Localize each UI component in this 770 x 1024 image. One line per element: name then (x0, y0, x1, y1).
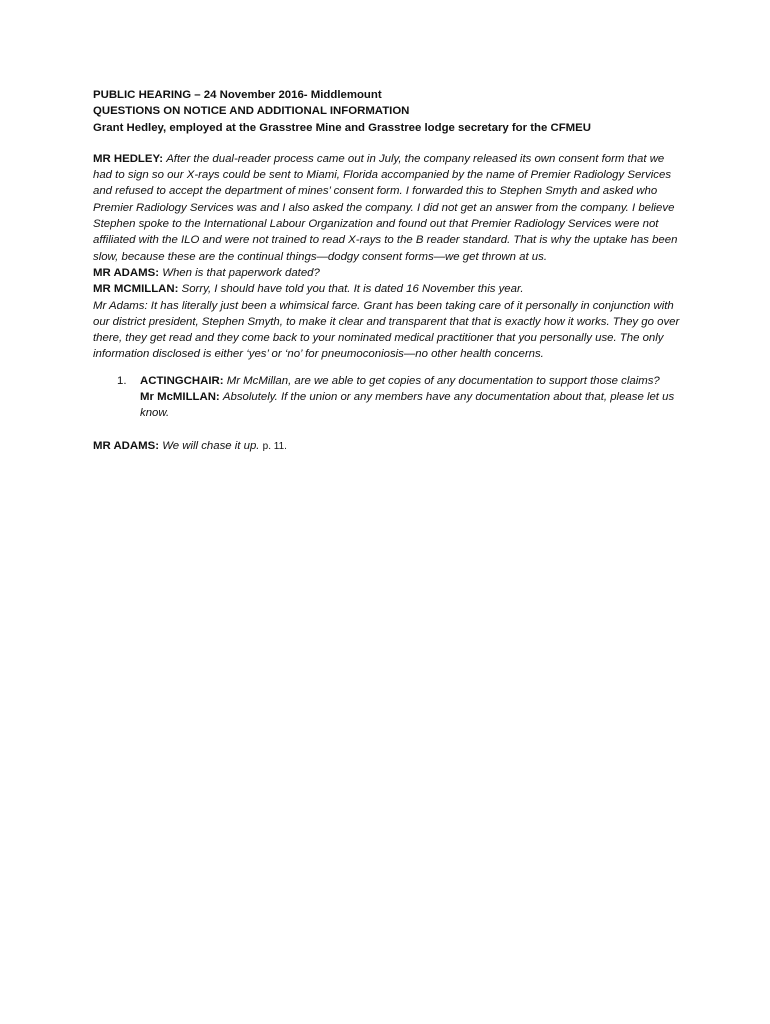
chair-question-text: Mr McMillan, are we able to get copies of any documentation to support those claims? (226, 374, 660, 387)
mcmillan-reply (140, 389, 683, 422)
page-reference: p. 11. (262, 440, 287, 452)
list-number: 1. (117, 374, 127, 387)
hedley-text: After the dual-reader process came out in July, the company released its own consent form that we had to sign so our X-rays could be sent to Miami, Florida accompanied by the name of Premier Radiology Services and refused to accept the department of mines’ consent form. I forwarded this to Stephen Smyth and asked who Premier Radiology Services was and I also asked the company. I did not get an answer from the company. I believe Stephen spoke to the International Labour Organization and found out that Premier Radiology Services were not affiliated with the ILO and were not trained to read X-rays to the B reader standard. That is why the uptake has been slow, because these are the continual things—dodgy consent forms—we get thrown at us. (93, 152, 678, 263)
mcmillan-answer-text: Sorry, I should have told you that. It is dated 16 November this year. (181, 283, 524, 296)
speaker-adams: MR ADAMS: (93, 266, 160, 279)
hedley-statement (93, 151, 683, 265)
adams-closing-text: We will chase it up. (162, 439, 260, 452)
adams-question-text: When is that paperwork dated? (162, 266, 320, 279)
hearing-title: PUBLIC HEARING – 24 November 2016- Middlemount (93, 89, 382, 101)
chair-question (140, 373, 683, 389)
speaker-mcmillan-reply: Mr McMILLAN: (140, 391, 220, 404)
speaker-hedley: MR HEDLEY: (93, 152, 164, 165)
mcmillan-answer (93, 281, 683, 297)
spacer (93, 136, 683, 151)
mcmillan-reply-text: Absolutely. If the union or any members have any documentation about that, please let us know. (140, 391, 675, 420)
speaker-mcmillan: MR MCMILLAN: (93, 283, 179, 296)
speaker-acting-chair: ACTINGCHAIR: (140, 374, 224, 387)
adams-question (93, 265, 683, 281)
speaker-adams-closing: MR ADAMS: (93, 439, 160, 452)
witness-line: Grant Hedley, employed at the Grasstree Mine and Grasstree lodge secretary for the CFMEU (93, 121, 591, 134)
adams-statement-text: Mr Adams: It has literally just been a whimsical farce. Grant has been taking care of it personally in conjunction with our district president, Stephen Smyth, to make it clear and transparent that that is exactly how it works. They go over there, they get read and they come back to your nominated medical practitioner that you personally use. The only information disclosed is either ‘yes’ or ‘no’ for pneumoconiosis—no other health concerns. (93, 299, 680, 361)
section-title: QUESTIONS ON NOTICE AND ADDITIONAL INFORMATION (93, 105, 410, 118)
adams-statement (93, 298, 683, 363)
adams-closing (93, 438, 683, 455)
numbered-list-item (93, 373, 683, 422)
document-page (93, 87, 683, 455)
